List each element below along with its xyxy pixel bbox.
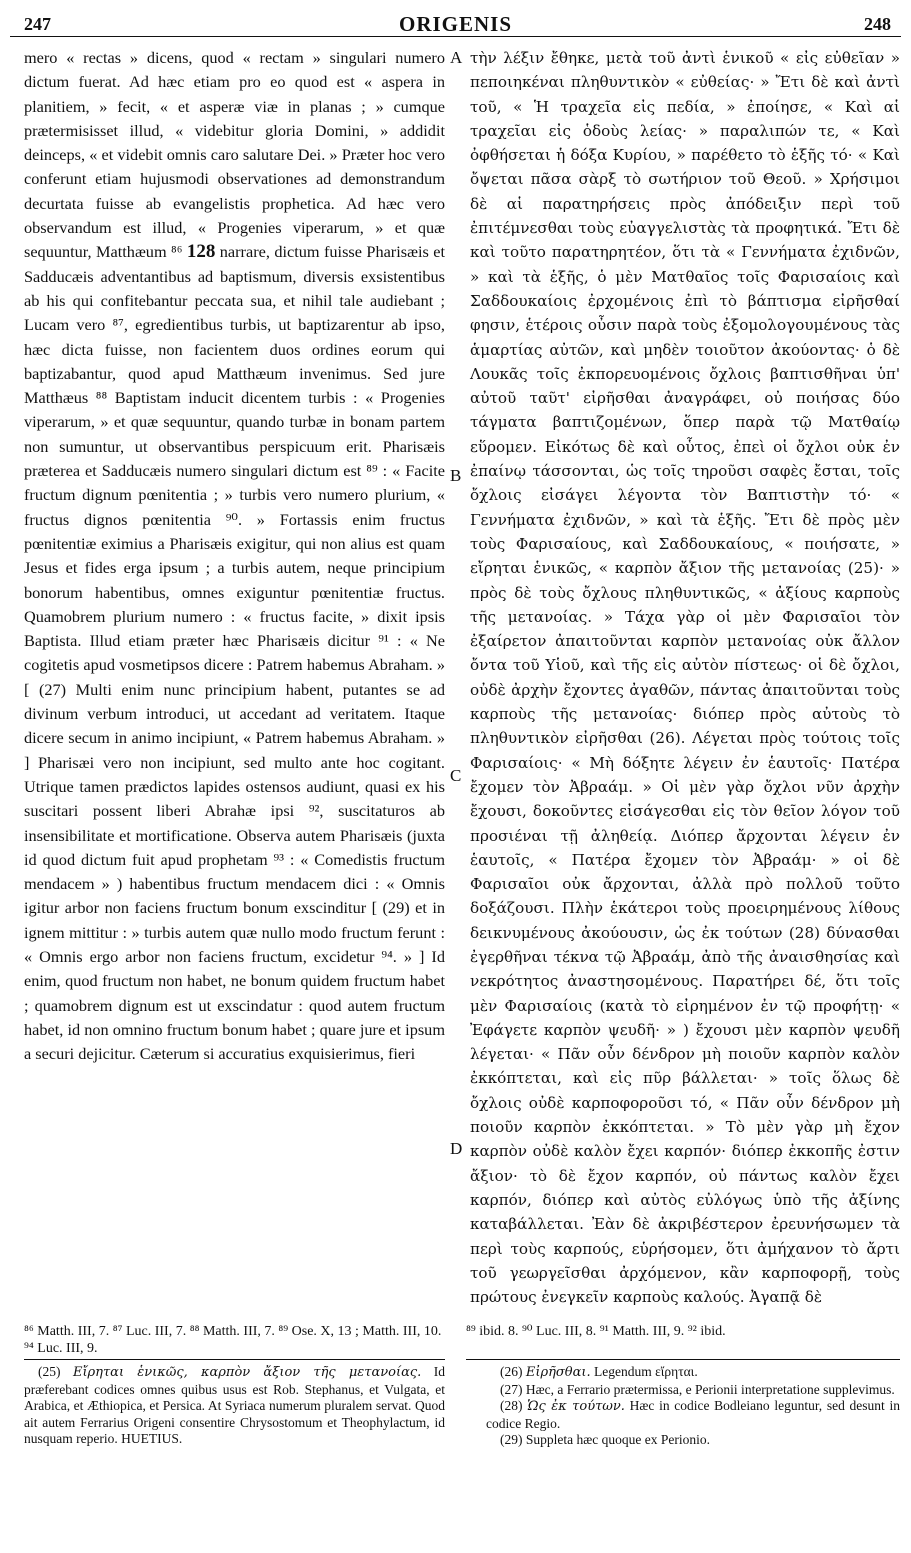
footnote-divider-left xyxy=(24,1359,445,1360)
footnote-25-text: Id præferebant codices omnes quibus usus est Rob. Stephanus, et Vulgata, et Arabica, et Æthiopica, et Persica. At Syriaca numerum pluralem servat. Quod ait autem Ferrarius Origeni consentire Chrysostomum et Theophylactum, id nusquam reperio. HUETIUS. xyxy=(24,1364,445,1446)
footnote-28-greek: Ὡς ἐκ τούτων. xyxy=(527,1399,625,1414)
footnote-25-greek: Εἴρηται ἑνικῶς, καρπὸν ἄξιον τῆς μετανοίας. xyxy=(72,1365,422,1380)
scripture-references-left: ⁸⁶ Matth. III, 7. ⁸⁷ Luc. III, 7. ⁸⁸ Matth. III, 7. ⁸⁹ Ose. X, 13 ; Matth. III, 10. ⁹⁴ Luc. III, 9. xyxy=(24,1324,442,1356)
footnote-divider-right xyxy=(466,1359,900,1360)
footnote-29: (29) Suppleta hæc quoque ex Perionio. xyxy=(500,1432,710,1447)
greek-text: τὴν λέξιν ἔθηκε, μετὰ τοῦ ἀντὶ ἑνικοῦ « εἰς εὐθεῖαν » πεποιηκέναι πληθυντικὸν « εὐθείας· » Ἔτι δὲ καὶ ἀντὶ τοῦ, « Ἡ τραχεῖα εἰς πεδία, » ἐποίησε, « Καὶ αἱ τραχεῖαι εἰς ὁδοὺς λείας· » παραλιπών τε, « Καὶ ὀφθήσεται ἡ δόξα Κυρίου, » παρέθετο τὸ ἑξῆς τό· « Καὶ ὄψεται πᾶσα σὰρξ τὸ σωτήριον τοῦ Θεοῦ. » Χρήσιμοι δὲ αἱ παρατηρήσεις πρὸς ἀπόδειξιν περὶ τοῦ ἐπιτέμνεσθαι τοὺς εὐαγγελιστὰς τὰ προφητικά. Ἔτι δὲ καὶ τοῦτο παρατηρητέον, ὅτι τὰ « Γεννήματα ἐχιδνῶν, » καὶ τὰ ἑξῆς, ὁ μὲν Ματθαῖος τοῖς Φαρισαίοις καὶ Σαδδουκαίοις ἐρχομένοις ἐπὶ τὸ βάπτισμα εἰρῆσθαί φησιν, ἑτέροις οὖσιν παρὰ τοὺς ἐξομολογουμένους τὰς ἁμαρτίας αὐτῶν, καὶ μηδὲν τοιοῦτον ἀκούοντας· ὁ δὲ Λουκᾶς τοῖς ἐκπορευομένοις ὄχλοις βαπτισθῆναι ὑπ' αὐτοῦ ταῦτ' εἰρῆσθαι ἀναγράφει, οὐ ποιήσας δύο τάγματα βαπτιζομένων, ὅπερ παρὰ τῷ Ματθαίῳ εὕρομεν. Εἰκότως δὲ καὶ οὗτος, ἐπεὶ οἱ ὄχλοι οὐκ ἐν ἐπαίνῳ τάσσονται, ὡς τοῖς τηροῦσι σαφὲς ἔσται, τοῖς ὄχλοις εἰσάγει λέγοντα τὸν Βαπτιστὴν τό· « Γεννήματα ἐχιδνῶν, » καὶ τὰ ἑξῆς. Ἔτι δὲ πρὸς μὲν τοὺς Φαρισαίους, καὶ Σαδδουκαίους, « ποιήσατε, » εἴρηται ἑνικῶς, « καρπὸν ἄξιον τῆς μετανοίας (25)· » πρὸς δὲ τοὺς ὄχλους πληθυντικῶς, « ἀξίους καρποὺς τῆς μετανοίας. » Τάχα γὰρ οἱ μὲν Φαρισαῖοι τὸν ἐξαίρετον ἀπαιτοῦνται καρπὸν μετανοίας οὐκ ἄλλον ὄντα τοῦ Υἱοῦ, καὶ τῆς εἰς αὐτὸν πίστεως· οἱ δὲ ὄχλοι, οὐδὲ ἀρχὴν ἔχοντες ἀγαθῶν, πάντας ἀπαιτοῦνται τοὺς καρποὺς τῆς μετανοίας· διόπερ πρὸς αὐτοὺς τὸ πληθυντικὸν εἰρῆσθαι (26). Λέγεται πρὸς τούτοις τοῖς Φαρισαίοις· « Μὴ δόξητε λέγειν ἐν ἑαυτοῖς· Πατέρα ἔχομεν τὸν Ἀβραάμ. » Οἱ μὲν γὰρ ὄχλοι νῦν ἀρχὴν ἔχουσι, δοκοῦντες εἰσάγεσθαι εἰς τὸν θεῖον λόγον τοῦ προσιέναι τῇ ἀληθείᾳ. Διόπερ ἄρχονται λέγειν ἐν ἑαυτοῖς, « Πατέρα ἔχομεν τὸν Ἀβραάμ· » οἱ δὲ Φαρισαῖοι οὐκ ἄρχονται, ἀλλὰ πρὸ πολλοῦ τοῦτο δοξάζουσι. Πλὴν ἑκάτεροι τοὺς προειρημένους λίθους δεικνυμένους ἀκούουσιν, ὡς ἐκ τούτων (28) δύνασθαι ἐγερθῆναι τέκνα τῷ Ἀβραάμ, ἀπὸ τῆς ἀναισθησίας καὶ νεκρότητος ἀναστησομένους. Παρατήρει δέ, ὅτι τοῖς μὲν Φαρισαίοις (κατὰ τὸ εἰρημένον ἐν τῷ προφήτῃ· « Ἐφάγετε καρπὸν ψευδῆ· » ) ἔχουσι μὲν καρπὸν ψευδῆ λέγεται· « Πᾶν οὖν δένδρον μὴ ποιοῦν καρπὸν καλὸν ἐκκόπτεται, καὶ εἰς πῦρ βάλλεται· » τοῖς ὅλως δὲ ὄχλοις οὐδὲ καρποφοροῦσι τό, « Πᾶν οὖν δένδρον μὴ ποιοῦν καρπὸν ἐκκόπτεται. » Τὸ μὲν γὰρ μὴ ἔχον καρπὸν οὐδὲ καλὸν ἔχει καρπόν· διόπερ ἐκκοπῆς ἐστιν ἄξιον· τὸ δὲ ἔχον καρπόν, οὐ πάντως καλὸν ἔχει καρπόν, διόπερ καὶ αὐτὸς εὐλόγως ὑπὸ τῆς ἀξίνης καταβάλλεται. Ἐὰν δὲ ἀκριβέστερον ἐρευνήσωμεν τὰ περὶ τοὺς καρπούς, εὑρήσομεν, ὅτι ἀμήχανον τὸ ἄρτι τοῦ γεωργεῖσθαι ἀρχόμενον, κἂν καρποφορῇ, τοὺς πρώτους ἐνεγκεῖν καρποὺς καλούς. Ἀγαπᾷ δὲ xyxy=(470,49,900,1307)
footnote-28-label: (28) xyxy=(500,1398,528,1413)
footnote-28 xyxy=(486,1398,900,1432)
footnote-28-text: Hæc in codice Bodleiano leguntur, sed desunt in codice Regio. xyxy=(486,1398,901,1431)
section-marker-d: D xyxy=(450,1139,463,1158)
footnotes-right xyxy=(486,1364,900,1449)
latin-column xyxy=(24,46,445,1066)
footnote-25-label: (25) xyxy=(38,1364,73,1379)
footnote-27: (27) Hæc, a Ferrario prætermissa, e Perionii interpretatione supplevimus. xyxy=(500,1381,895,1397)
section-marker-c: C xyxy=(450,766,462,785)
running-header xyxy=(10,6,901,37)
footnote-26-label: (26) xyxy=(500,1364,526,1379)
greek-column xyxy=(470,46,900,1309)
section-marker-a: A xyxy=(450,48,463,67)
section-marker-b: B xyxy=(450,466,462,485)
page-number-left: 247 xyxy=(24,14,51,34)
latin-paragraph-1: mero « rectas » dicens, quod « rectam » singulari numero dictum fuerat. Ad hæc etiam pro eo quod est « aspera in planitiem, » fecit, « et asperæ viæ in planas ; » cumque prætermisisset illud, « videbitur gloria Domini, » addidit deinceps, « et videbit omnis caro salutare Dei. » Præter hoc vero conferunt etiam hujusmodi observationes ad demonstrandum decurtata fuisse ab evangelistis prophetica. Ad hæc vero observandum est illud, « Progenies viperarum, » et quæ sequuntur, Matthæum ⁸⁶ xyxy=(24,48,445,262)
latin-text xyxy=(24,46,445,1066)
latin-paragraph-2: narrare, dictum fuisse Pharisæis et Sadducæis adventantibus ad baptismum, diversis exsistentibus ab his qui confitebantur peccata sua, et nihil tale audiebant ; Lucam vero ⁸⁷, egredientibus turbis, ut baptizarentur ab ipso, hæc dicta fuisse, non facientem duos ordines eorum qui baptizabantur, quod apud Matthæum invenimus. Sed jure Matthæus ⁸⁸ Baptistam inducit dicentem turbis : « Progenies viperarum, » et quæ sequuntur, quando turbæ in bonam partem non sumuntur, ut observantibus perspicuum erit. Pharisæis præterea et Sadducæis numero singulari dictum est ⁸⁹ : « Facite fructum dignum pœnitentia ; » turbis vero numero plurium, « fructus dignos pœnitentia ⁹⁰. » Fortassis enim fructus pœnitentiæ eximius a Pharisæis exigitur, qui non alius est quam Jesus et fides erga ipsum ; a turbis autem, neque principium bonorum habentibus, omnes exiguntur pœnitentiæ fructus. Quamobrem plurium numero : « fructus facite, » dixit ipsis Baptista. Illud etiam præter hæc Pharisæis dicitur ⁹¹ : « Ne cogitetis apud vosmetipsos dicere : Patrem habemus Abraham. » [ (27) Multi enim nunc principium habent, putantes se ad divinum verbum introduci, ut accedant ad veritatem. Itaque dicere secum in animo incipiunt, « Patrem habemus Abraham. » ] Pharisæi vero non incipiunt, sed multo ante hoc cogitant. Utrique tamen prædictos lapides ostensos audiunt, quasi ex his suscitari possent liberi Abrahæ ipsi ⁹², suscitaturos ab insensibilitate et mortificatione. Observa autem Pharisæis (juxta id quod dictum fuit apud prophetam ⁹³ : « Comedistis fructum mendacem » ) habentibus fructum mendacem dici : « Omnis igitur arbor non faciens fructum bonum exscinditur [ (29) et in ignem mittitur : » turbis autem quæ nullo modo fructum ferunt : « Omnis ergo arbor non faciens fructum, excidetur ⁹⁴. » ] Id enim, quod fructum non habet, ne bonum quidem fructum habet ; quamobrem dignum est ut exscindatur : quod autem fructum habet, id non omnino fructum bonum habet ; quare jure et ipsum a securi dejicitur. Cæterum si accuratius exquisierimus, fieri xyxy=(24,242,445,1064)
page-number-right: 248 xyxy=(864,14,891,34)
running-title: ORIGENIS xyxy=(398,12,513,36)
scripture-references-right: ⁸⁹ ibid. 8. ⁹⁰ Luc. III, 8. ⁹¹ Matth. III, 9. ⁹² ibid. xyxy=(466,1324,726,1339)
footnote-26-greek: Εἰρῆσθαι. xyxy=(525,1365,591,1380)
footnote-25 xyxy=(24,1364,445,1448)
footnote-26 xyxy=(486,1364,900,1382)
footnotes-left xyxy=(24,1364,445,1448)
footnote-26-text: Legendum εἴρηται. xyxy=(590,1364,698,1379)
column-number: 128 xyxy=(186,241,216,263)
